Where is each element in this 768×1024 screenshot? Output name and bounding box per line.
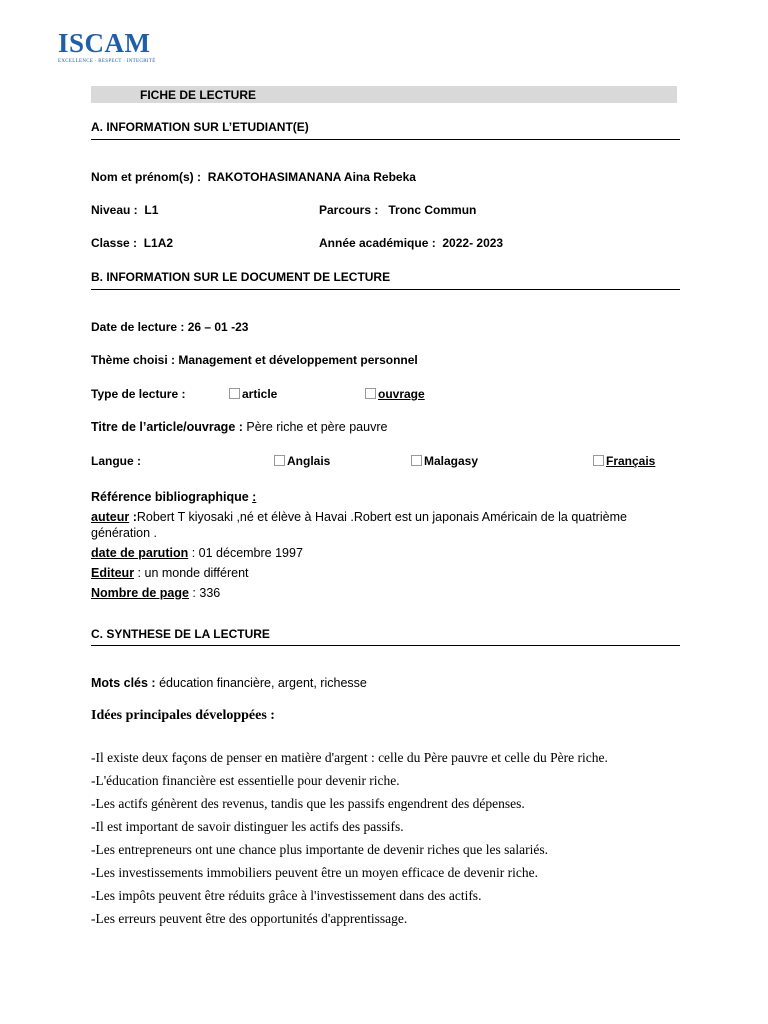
doc-title: FICHE DE LECTURE (140, 88, 257, 102)
annee-label: Année académique : (319, 236, 436, 250)
parution-value: : 01 décembre 1997 (191, 546, 303, 560)
titre-row (91, 420, 387, 434)
list-item: -Les entrepreneurs ont une chance plus importante de devenir riches que les salariés. (91, 842, 548, 857)
auteur-value: Robert T kiyosaki ,né et élève à Havai .Robert est un japonais Américain de la quatrième (136, 510, 627, 524)
list-item: -Les erreurs peuvent être des opportunités d'apprentissage. (91, 911, 408, 926)
date-lecture: Date de lecture : 26 – 01 -23 (91, 320, 249, 334)
type-lecture-label: Type de lecture : (91, 387, 186, 401)
reference-colon: : (252, 490, 257, 504)
iscam-logo (58, 30, 168, 72)
annee-row (319, 236, 503, 250)
parution-row (91, 543, 681, 563)
list-item: -L'éducation financière est essentielle pour devenir riche. (91, 773, 400, 788)
mots-cles-label: Mots clés : (91, 676, 156, 690)
pages-label: Nombre de page (91, 586, 189, 600)
auteur-value-continued: génération . (91, 526, 158, 540)
student-name-row (91, 170, 416, 184)
titre-value: Père riche et père pauvre (246, 420, 388, 434)
niveau-label: Niveau : (91, 203, 138, 217)
editeur-label: Editeur (91, 566, 135, 580)
section-b-rule (91, 289, 680, 290)
niveau-row (91, 203, 158, 217)
francais-checkbox[interactable] (593, 455, 604, 466)
section-c-title: C. SYNTHESE DE LA LECTURE (91, 627, 270, 641)
anglais-checkbox[interactable] (274, 455, 285, 466)
auteur-label: auteur (91, 510, 130, 524)
parcours-label: Parcours : (319, 203, 379, 217)
type-article-option (229, 387, 277, 401)
langue-malagasy-option (411, 454, 478, 468)
langue-anglais-option (274, 454, 330, 468)
malagasy-checkbox[interactable] (411, 455, 422, 466)
classe-label: Classe : (91, 236, 138, 250)
logo-name: ISCAM (58, 28, 151, 58)
pages-row (91, 583, 681, 603)
theme-choisi: Thème choisi : Management et développement personnel (91, 353, 418, 367)
auteur-sep: : (132, 510, 137, 524)
name-value: RAKOTOHASIMANANA Aina Rebeka (207, 170, 416, 184)
auteur-row (91, 507, 681, 527)
classe-value: L1A2 (143, 236, 174, 250)
parcours-row (319, 203, 476, 217)
niveau-value: L1 (144, 203, 159, 217)
parcours-value: Tronc Commun (388, 203, 477, 217)
list-item: -Il est important de savoir distinguer les actifs des passifs. (91, 819, 404, 834)
ouvrage-label: ouvrage (378, 387, 425, 401)
section-a-rule (91, 139, 680, 140)
parution-label: date de parution (91, 546, 189, 560)
reference-block (91, 487, 681, 603)
list-item: -Les actifs génèrent des revenus, tandis que les passifs engendrent des dépenses. (91, 796, 525, 811)
reference-title-row (91, 487, 681, 507)
article-label: article (242, 387, 278, 401)
section-b-title: B. INFORMATION SUR LE DOCUMENT DE LECTURE (91, 270, 391, 284)
idees-list (91, 746, 691, 930)
list-item: -Les impôts peuvent être réduits grâce à l'investissement dans des actifs. (91, 888, 482, 903)
titre-label: Titre de l’article/ouvrage : (91, 420, 243, 434)
list-item: -Il existe deux façons de penser en matière d'argent : celle du Père pauvre et celle du Père riche. (91, 750, 608, 765)
logo-tagline: EXCELLENCE · RESPECT · INTEGRITÉ (58, 59, 156, 64)
annee-value: 2022- 2023 (442, 236, 504, 250)
ouvrage-checkbox[interactable] (365, 388, 376, 399)
editeur-row (91, 563, 681, 583)
section-a-title: A. INFORMATION SUR L’ETUDIANT(E) (91, 120, 309, 134)
langue-francais-option (593, 454, 655, 468)
section-c-rule (91, 645, 680, 646)
mots-cles-row (91, 676, 367, 690)
list-item: -Les investissements immobiliers peuvent être un moyen efficace de devenir riche. (91, 865, 538, 880)
classe-row (91, 236, 173, 250)
article-checkbox[interactable] (229, 388, 240, 399)
anglais-label: Anglais (287, 454, 331, 468)
type-ouvrage-option (365, 387, 425, 401)
reference-label: Référence bibliographique (91, 490, 249, 504)
name-label: Nom et prénom(s) : (91, 170, 202, 184)
pages-value: : 336 (192, 586, 221, 600)
editeur-value: : un monde différent (137, 566, 249, 580)
langue-label: Langue : (91, 454, 141, 468)
mots-cles-value: éducation financière, argent, richesse (159, 676, 367, 690)
idees-title: Idées principales développées : (91, 708, 275, 723)
francais-label: Français (606, 454, 656, 468)
malagasy-label: Malagasy (424, 454, 479, 468)
